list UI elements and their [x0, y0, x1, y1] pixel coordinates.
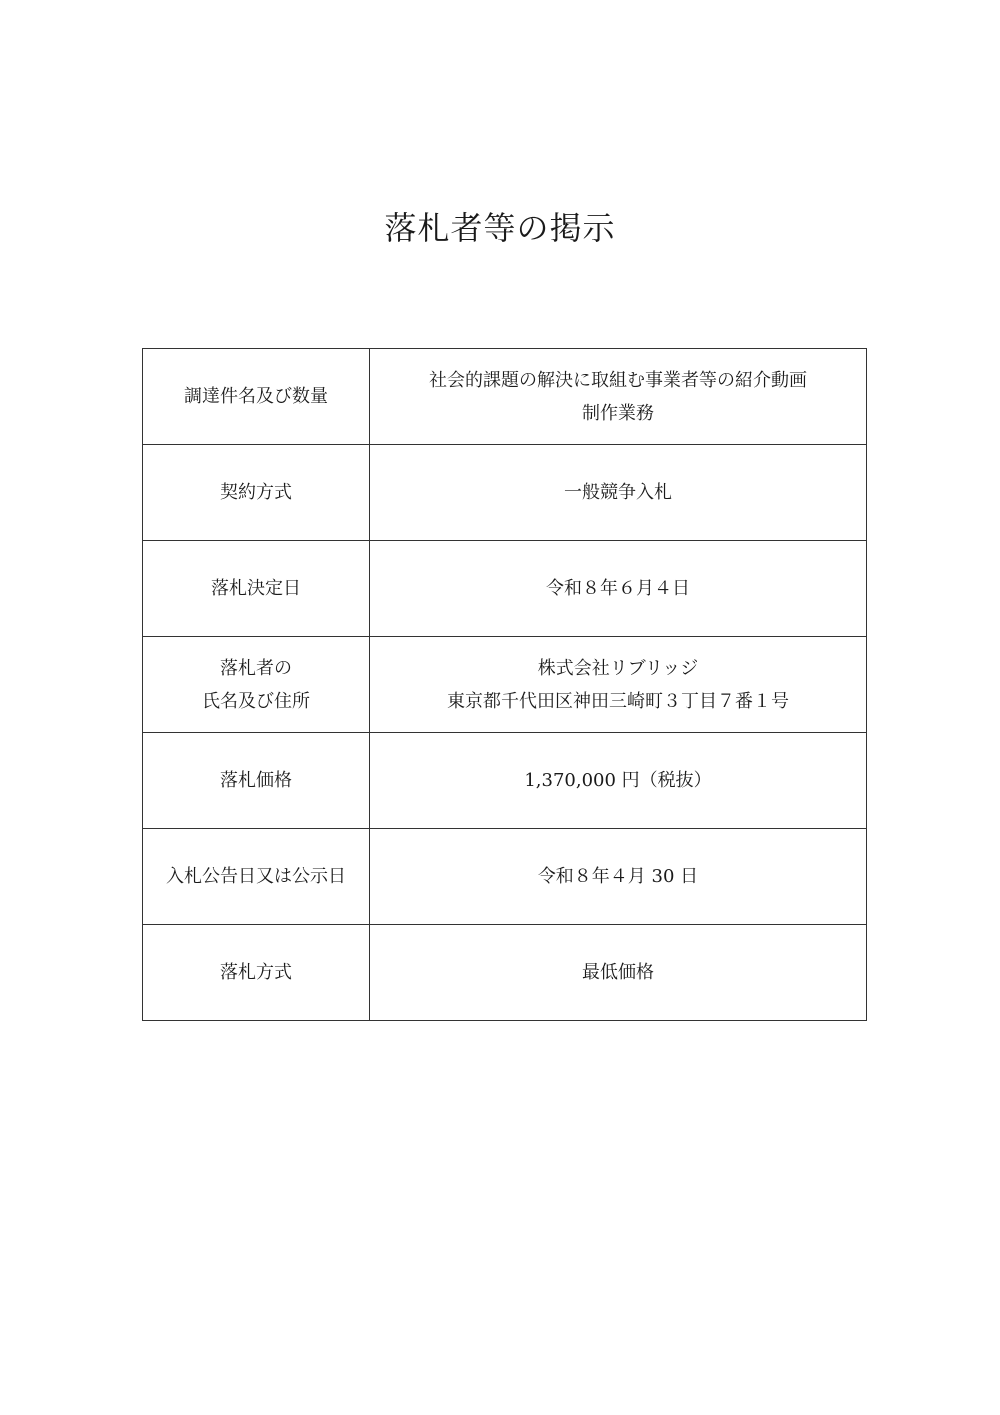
value-procurement-subject — [370, 349, 867, 445]
value-line: 東京都千代田区神田三崎町３丁目７番１号 — [447, 690, 789, 712]
value-line: 社会的課題の解決に取組む事業者等の紹介動画 — [429, 369, 807, 391]
row-award-price — [143, 733, 867, 829]
row-announcement-date — [143, 829, 867, 925]
label-procurement-subject — [143, 349, 370, 445]
label-line: 落札決定日 — [211, 578, 301, 599]
value-award-method — [370, 925, 867, 1021]
label-line: 落札価格 — [220, 770, 292, 791]
label-announcement-date — [143, 829, 370, 925]
label-line: 調達件名及び数量 — [184, 386, 328, 407]
value-line: 制作業務 — [582, 402, 654, 424]
value-line: 一般競争入札 — [564, 482, 672, 503]
row-procurement-subject — [143, 349, 867, 445]
value-winner — [370, 637, 867, 733]
row-award-method — [143, 925, 867, 1021]
row-award-date — [143, 541, 867, 637]
label-award-date — [143, 541, 370, 637]
value-award-price — [370, 733, 867, 829]
row-winner — [143, 637, 867, 733]
value-line: 令和８年６月４日 — [546, 578, 690, 599]
label-line: 入札公告日又は公示日 — [166, 866, 346, 887]
value-line: 令和８年４月 30 日 — [537, 866, 699, 887]
label-winner — [143, 637, 370, 733]
value-line: 1,370,000 円（税抜） — [524, 770, 712, 791]
value-line: 最低価格 — [582, 962, 654, 983]
value-award-date — [370, 541, 867, 637]
label-line: 落札者の — [220, 657, 292, 679]
label-line: 落札方式 — [220, 962, 292, 983]
value-line: 株式会社リブリッジ — [537, 657, 699, 679]
label-line: 契約方式 — [220, 482, 292, 503]
page-title: 落札者等の掲示 — [384, 209, 616, 247]
notice-table — [142, 348, 867, 1021]
value-contract-method — [370, 445, 867, 541]
label-award-method — [143, 925, 370, 1021]
row-contract-method — [143, 445, 867, 541]
label-line: 氏名及び住所 — [202, 690, 310, 712]
label-award-price — [143, 733, 370, 829]
label-contract-method — [143, 445, 370, 541]
value-announcement-date — [370, 829, 867, 925]
